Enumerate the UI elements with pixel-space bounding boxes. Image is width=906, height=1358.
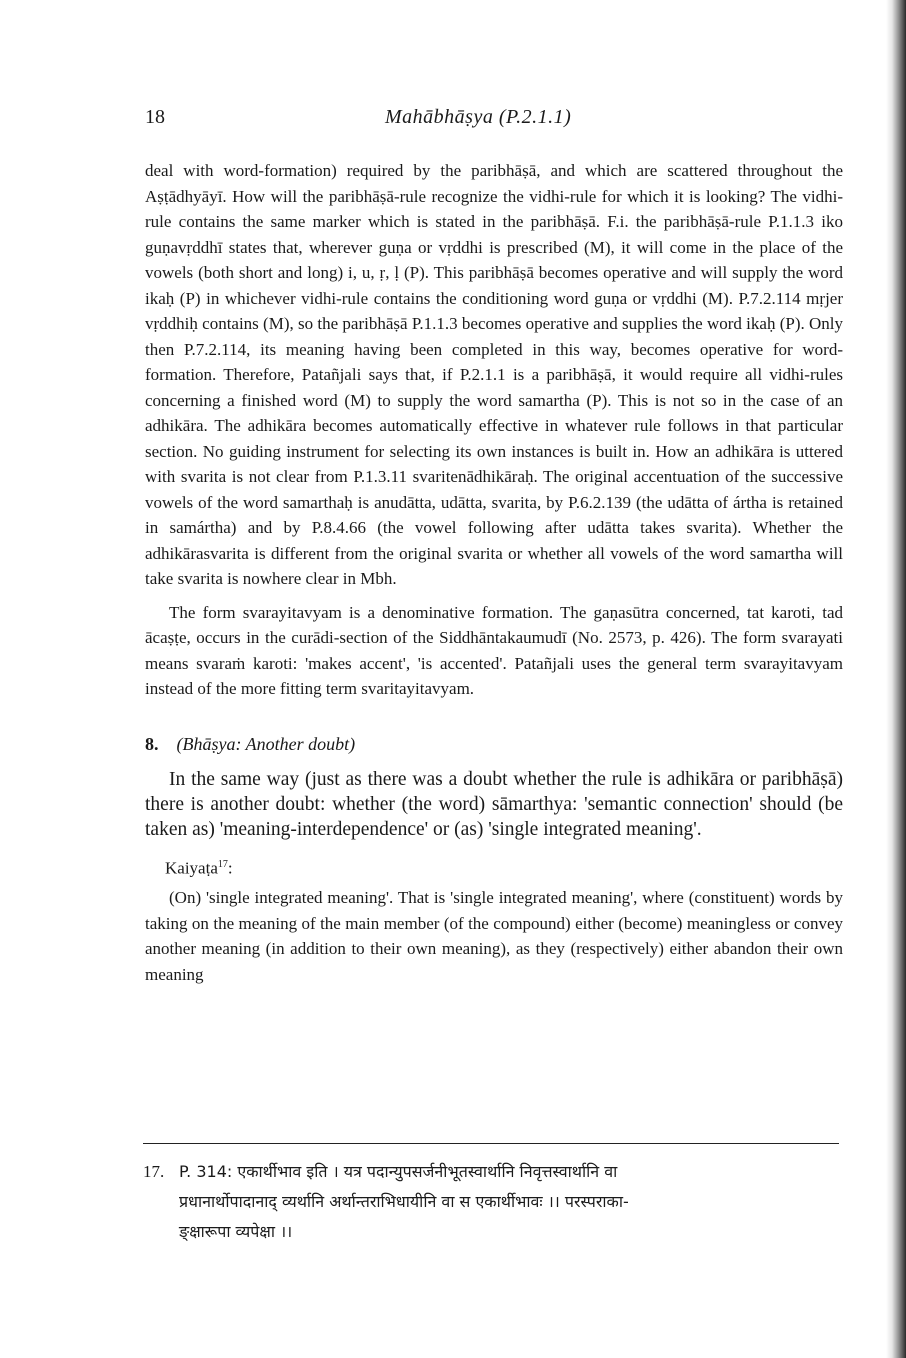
kaiyata-heading — [145, 852, 843, 881]
paragraph-svarayitavyam: The form svarayitavyam is a denominative formation. The gaṇasūtra concerned, tat karoti, tad ācaṣṭe, occurs in the curādi-section of the Siddhāntakaumudī (No. 2573, p. 426). The form svarayati means svaraṁ karoti: 'makes accent', 'is accented'. Patañjali uses the general term svarayitavyam instead of the more fitting term svaritayitavyam. — [145, 602, 843, 698]
section-title: (Bhāṣya: Another doubt) — [176, 733, 356, 754]
paragraph-continued: deal with word-formation) required by the paribhāṣā, and which are scattered throughout the Aṣṭādhyāyī. How will the paribhāṣā-rule recognize the vidhi-rule for which it is looking? The vidhi-rule contains the same marker which is stated in the paribhāṣā. F.i. the paribhāṣā-rule P.1.1.3 iko guṇavṛddhī states that, wherever guṇa or vṛddhi is prescribed (M), it will come in the place of the vowels (both short and long) i, u, ṛ, ḷ (P). This paribhāṣā becomes operative and will supply the word ikaḥ (P) in whichever vidhi-rule contains the conditioning word guṇa or vṛddhi (M). P.7.2.114 mṛjer vṛddhiḥ contains (M), so the paribhāṣā P.1.1.3 becomes operative and supplies the word ikaḥ (P). Only then P.7.2.114, its meaning having been completed in this way, becomes operative for word-formation. Therefore, Patañjali says that, if P.2.1.1 is a paribhāṣā, it would require all vidhi-rules concerning a finished word (M) to supply the word samartha (P). This is not so in the case of an adhikāra. The adhikāra becomes automatically effective in whatever rule follows in that particular section. No guiding instrument for selecting its own instances is built in. How an adhikāra is uttered with svarita is not clear from P.1.3.11 svaritenādhikāraḥ. The original accentuation of the successive vowels of the word samarthaḥ is anudātta, udātta, svarita, by P.6.2.139 (the udātta of ártha is retained in samártha) and by P.8.4.66 (the vowel following after udātta takes svarita). Whether the adhikārasvarita is different from the original svarita or whether all vowels of the word samartha will take svarita is nowhere clear in Mbh. — [145, 161, 843, 588]
footnote-divider — [143, 1143, 839, 1144]
footnote-ref: 17 — [217, 859, 228, 870]
footnote-sanskrit-3: ङ्क्षारूपा व्यपेक्षा ।। — [179, 1222, 293, 1241]
section-heading — [145, 732, 843, 758]
scanned-page-edge — [886, 0, 906, 1358]
footnote-number: 17. — [143, 1162, 165, 1181]
main-text — [145, 158, 843, 987]
page-number: 18 — [145, 106, 165, 128]
paragraph-kaiyata: (On) 'single integrated meaning'. That is 'single integrated meaning', where (constituent) words by taking on the meaning of the main member (of the compound) either (become) meaningless or convey another meaning (in addition to their own meaning), as they (respectively) either abandon their own meaning — [145, 888, 843, 984]
page-header — [145, 106, 845, 136]
kaiyata-label: Kaiyaṭa — [165, 858, 218, 878]
running-title: Mahābhāṣya (P.2.1.1) — [385, 106, 572, 128]
footnote-sanskrit-1: P. 314: एकार्थीभाव इति । यत्र पदान्युपसर्जनीभूतस्वार्थानि निवृत्तस्वार्थानि वा — [179, 1162, 618, 1181]
section-number: 8. — [145, 733, 159, 754]
kaiyata-colon: : — [227, 858, 233, 878]
footnote-sanskrit-2: प्रधानार्थोपादानाद् व्यर्थानि अर्थान्तराभिधायीनि वा स एकार्थीभावः ।। परस्पराका- — [179, 1192, 629, 1211]
footnote — [143, 1157, 843, 1247]
footnote-line-1 — [143, 1157, 843, 1187]
paragraph-translation: In the same way (just as there was a doubt whether the rule is adhikāra or paribhāṣā) there is another doubt: whether (the word) sāmarthya: 'semantic connection' should (be taken as) 'meaning-interdependence' or (as) 'single integrated meaning'. — [145, 769, 843, 840]
